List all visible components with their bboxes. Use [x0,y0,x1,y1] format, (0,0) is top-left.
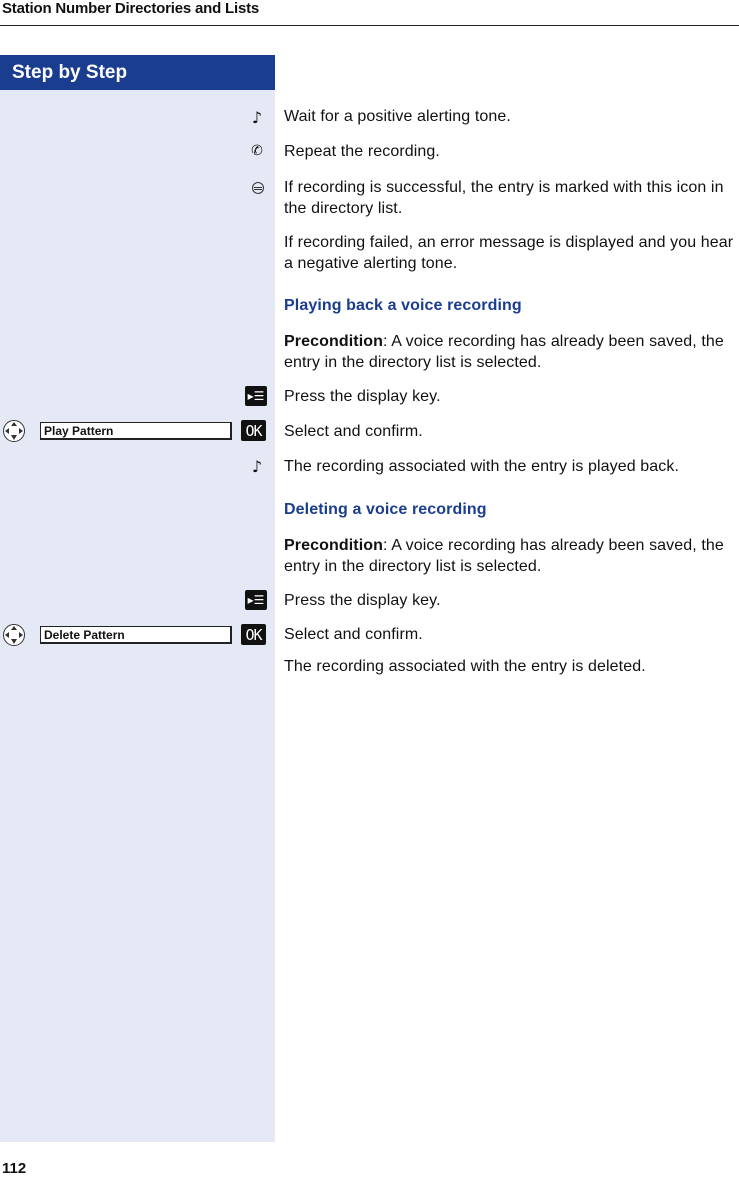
playback-precondition [284,331,736,373]
page-number: 112 [2,1160,27,1177]
deleting-select-confirm: Select and confirm. [284,626,423,643]
ok-key-icon[interactable]: OK [241,420,266,441]
playback-press-key: Press the display key. [284,388,441,405]
playback-played-back: The recording associated with the entry is played back. [284,458,680,475]
step-by-step-column [0,55,275,1142]
display-option-play-pattern[interactable]: Play Pattern [40,422,232,440]
deleting-deleted: The recording associated with the entry is deleted. [284,658,646,675]
page-header [0,0,739,26]
handset-icon: ✆ [251,143,263,159]
playback-precondition-text: : A voice recording has already been saved, the entry in the directory list is selected. [284,333,724,371]
deleting-precondition-label: Precondition [284,537,383,554]
step-success: If recording is successful, the entry is marked with this icon in the directory list. [284,179,724,217]
playback-select-confirm: Select and confirm. [284,423,423,440]
display-option-delete-pattern[interactable]: Delete Pattern [40,626,232,644]
navigation-key-icon[interactable] [3,420,25,442]
playback-precondition-label: Precondition [284,333,383,350]
deleting-precondition [284,535,736,577]
music-note-icon: ♪ [251,456,263,476]
page-header-title: Station Number Directories and Lists [2,0,260,17]
deleting-heading: Deleting a voice recording [284,501,487,518]
playback-heading: Playing back a voice recording [284,297,522,314]
navigation-key-icon[interactable] [3,624,25,646]
deleting-press-key: Press the display key. [284,592,441,609]
deleting-precondition-text: : A voice recording has already been saved, the entry in the directory list is selected. [284,537,724,575]
voice-recording-mark-icon [252,182,264,194]
menu-key-icon[interactable]: ▸☰ [245,386,267,406]
ok-key-icon[interactable]: OK [241,624,266,645]
music-note-icon: ♪ [251,107,263,127]
step-by-step-title: Step by Step [0,55,275,90]
menu-key-icon[interactable]: ▸☰ [245,590,267,610]
step-repeat: Repeat the recording. [284,143,440,160]
step-failed: If recording failed, an error message is displayed and you hear a negative alerting tone. [284,234,734,272]
step-wait-tone: Wait for a positive alerting tone. [284,108,511,125]
